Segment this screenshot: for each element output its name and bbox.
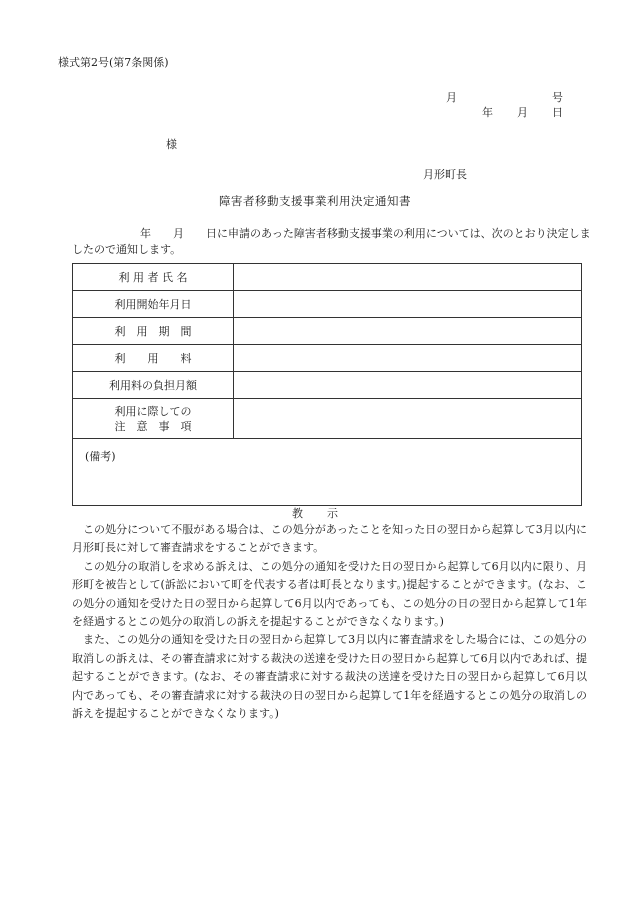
form-number: 様式第2号(第7条関係) — [58, 56, 169, 69]
instruction-paragraph-2: この処分の取消しを求める訴えは、この処分の通知を受けた日の翌日から起算して6月以内に限り、月形町を被告として(訴訟において町を代表する者は町長となります。)提起することができます。(なお、この処分の通知を受けた日の翌日から起算して6月以内であっても、この処分の日の翌日から起算して1年を経過するとこの処分の取消しの訴えを提起することができなくなります。) — [72, 559, 587, 629]
remarks-label: (備考) — [85, 450, 116, 463]
remarks-row — [73, 439, 582, 506]
row-value-notes[interactable] — [234, 399, 582, 439]
row-label-notes — [73, 399, 234, 439]
doc-number-month: 月 — [446, 91, 457, 104]
row-value-fee[interactable] — [234, 345, 582, 372]
issuer: 月形町長 — [423, 168, 467, 181]
notes-label-line1: 利用に際しての — [114, 404, 192, 418]
date-month: 月 — [517, 106, 528, 119]
instruction-body — [72, 521, 587, 723]
intro-paragraph — [72, 226, 592, 258]
notes-label-line2: 注 意 事 項 — [114, 419, 192, 433]
row-label-user-name: 利 用 者 氏 名 — [73, 264, 234, 291]
row-label-fee: 利 用 料 — [73, 345, 234, 372]
info-table — [72, 263, 582, 506]
row-label-monthly-charge: 利用料の負担月額 — [73, 372, 234, 399]
remarks-cell[interactable] — [73, 439, 582, 506]
row-label-start-date: 利用開始年月日 — [73, 291, 234, 318]
instruction-paragraph-1: この処分について不服がある場合は、この処分があったことを知った日の翌日から起算して3月以内に月形町長に対して審査請求をすることができます。 — [72, 523, 587, 555]
doc-number-label: 号 — [552, 91, 563, 104]
table-row — [73, 345, 582, 372]
document-title: 障害者移動支援事業利用決定通知書 — [219, 194, 411, 208]
instruction-paragraph-3: また、この処分の通知を受けた日の翌日から起算して3月以内に審査請求をした場合には、この処分の取消しの訴えは、その審査請求に対する裁決の送達を受けた日の翌日から起算して6月以内であれば、提起することができます。(なお、その審査請求に対する裁決の送達を受けた日の翌日から起算して6月以内であっても、その審査請求に対する裁決の日の翌日から起算して1年を経過するとこの処分の取消しの訴えを提起することができなくなります。) — [72, 633, 587, 721]
row-value-monthly-charge[interactable] — [234, 372, 582, 399]
intro-month: 月 — [173, 227, 184, 240]
intro-text: 日に申請のあった障害者移動支援事業の利用については、次のとおり決定しましたので通知します。 — [72, 227, 591, 256]
date-year: 年 — [482, 106, 493, 119]
row-value-start-date[interactable] — [234, 291, 582, 318]
table-row — [73, 318, 582, 345]
row-value-user-name[interactable] — [234, 264, 582, 291]
table-row — [73, 291, 582, 318]
table-row — [73, 264, 582, 291]
table-row — [73, 399, 582, 439]
date-day: 日 — [552, 106, 563, 119]
row-label-period: 利 用 期 間 — [73, 318, 234, 345]
intro-year: 年 — [140, 227, 151, 240]
row-value-period[interactable] — [234, 318, 582, 345]
addressee-honorific: 様 — [166, 138, 177, 151]
instruction-heading: 教示 — [292, 507, 362, 520]
table-row — [73, 372, 582, 399]
